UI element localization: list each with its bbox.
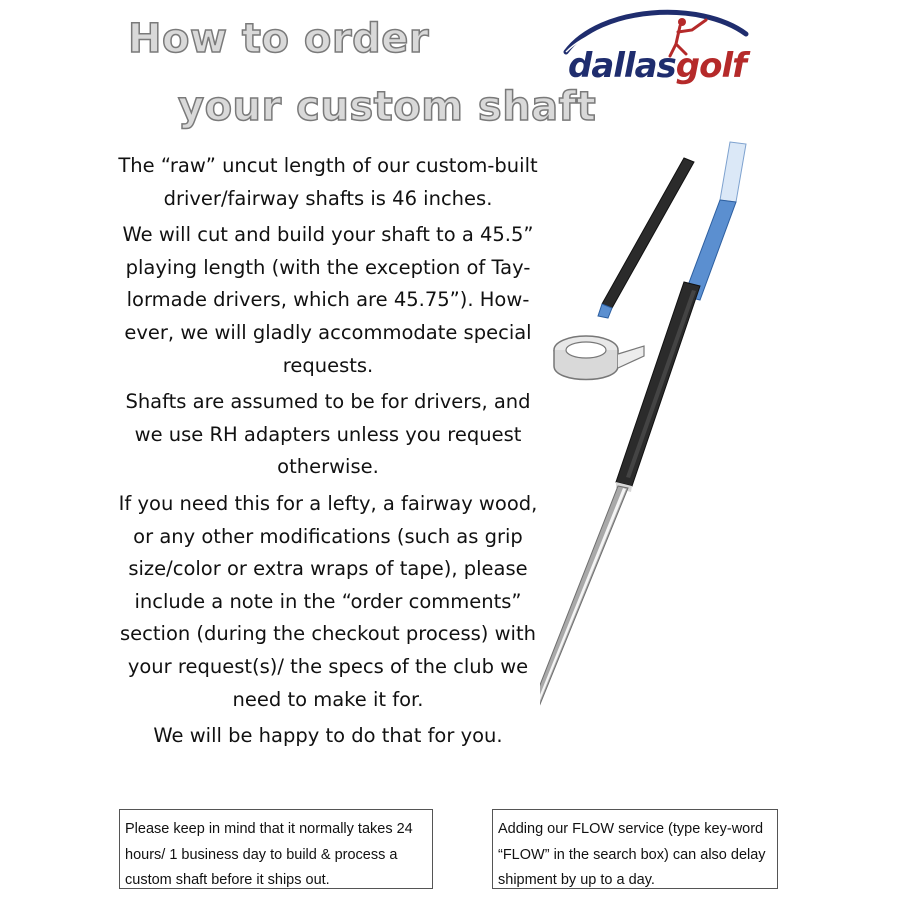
logo-word-dallas: dallas	[568, 46, 676, 86]
paragraph-playing-length: We will cut and build your shaft to a 45.5” playing length (with the exception of Tay-lormade drivers, which are 45.75”). How-ever, we will gladly accommodate special requests.	[122, 223, 534, 377]
paragraph-adapters: Shafts are assumed to be for drivers, and we use RH adapters unless you request otherwise.	[125, 390, 531, 479]
logo-word-golf: golf	[675, 46, 746, 86]
paragraph-modifications: If you need this for a lefty, a fairway wood, or any other modifications (such as grip size/color or extra wraps of tape), please include a note in the “order comments” section (during the checkout process) with your request(s)/ the specs of the club we need to make it for.	[118, 491, 538, 711]
paragraph-raw-length: The “raw” uncut length of our custom-built driver/fairway shafts is 46 inches.	[118, 154, 538, 210]
paragraph-closing: We will be happy to do that for you.	[153, 724, 503, 748]
page-title-line-1: How to order	[128, 16, 430, 62]
shaft-illustration	[540, 140, 770, 900]
flow-service-note: Adding our FLOW service (type key-word “FLOW” in the search box) can also delay shipment by up to a day.	[492, 809, 778, 889]
shipping-time-note: Please keep in mind that it normally takes 24 hours/ 1 business day to build & process a custom shaft before it ships out.	[119, 809, 433, 889]
tape-roll-icon	[554, 336, 644, 380]
page-title-line-2: your custom shaft	[178, 84, 597, 130]
dallas-golf-logo	[560, 4, 780, 94]
order-instructions	[118, 150, 538, 757]
